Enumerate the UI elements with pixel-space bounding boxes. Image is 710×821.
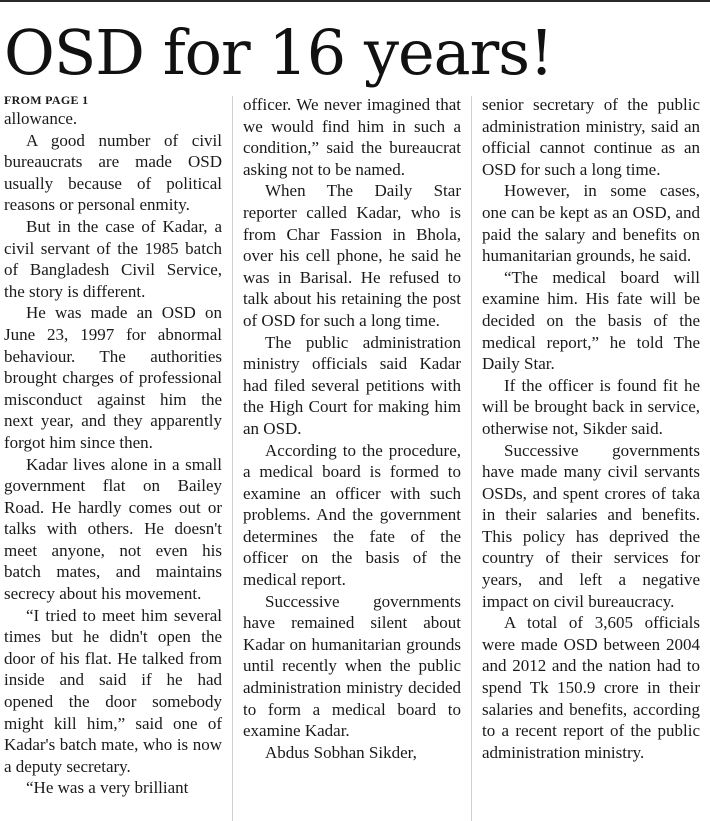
paragraph: Abdus Sobhan Sikder, — [265, 742, 417, 762]
article-column-2 — [243, 94, 461, 763]
column-divider — [232, 96, 233, 821]
paragraph: “The medical board will examine him. His fate will be decided on the basis of the medical report,” he told The Daily Star. — [482, 267, 700, 374]
paragraph: Successive governments have remained silent about Kadar on humanitarian grounds until recently when the public administration ministry decided to form a medical board to examine Kadar. — [243, 591, 461, 741]
article-column-3 — [482, 94, 700, 763]
paragraph: He was made an OSD on June 23, 1997 for abnormal behaviour. The authorities brought charges of professional misconduct against him the next year, and they apparently forgot him since then. — [4, 303, 222, 452]
paragraph: If the officer is found fit he will be brought back in service, otherwise not, Sikder said. — [482, 375, 700, 438]
paragraph: But in the case of Kadar, a civil servant of the 1985 batch of Bangladesh Civil Service, the story is different. — [4, 216, 222, 301]
top-rule — [0, 0, 710, 2]
paragraph: Kadar lives alone in a small government flat on Bailey Road. He hardly comes out or talks with others. He doesn't meet anyone, not even his batch mates, and maintains secrecy about his movement. — [4, 454, 222, 604]
paragraph: allowance. — [4, 109, 78, 128]
paragraph: senior secretary of the public administration ministry, said an official cannot continue as an OSD for such a long time. — [482, 95, 700, 179]
paragraph: “I tried to meet him several times but he didn't open the door of his flat. He talked from inside and said if he had opened the door somebody might kill him,” said one of Kadar's batch mate, who is now a deputy secretary. — [4, 605, 222, 776]
paragraph: The public administration ministry officials said Kadar had filed several petitions with the High Court for making him an OSD. — [243, 332, 461, 438]
column-divider — [471, 96, 472, 821]
paragraph: Successive governments have made many civil servants OSDs, and spent crores of taka in their salaries and benefits. This policy has deprived the country of their services for years, and left a negative impact on civil bureaucracy. — [482, 440, 700, 611]
paragraph: “He was a very brilliant — [26, 778, 189, 798]
paragraph: According to the procedure, a medical board is formed to examine an officer with such problems. And the government determines the fate of the officer on the basis of the medical report. — [243, 440, 461, 590]
paragraph: A good number of civil bureaucrats are made OSD usually because of political reasons or personal enmity. — [4, 130, 222, 215]
continued-from-label: FROM PAGE 1 — [4, 93, 89, 107]
paragraph: officer. We never imagined that we would find him in such a condition,” said the bureaucrat asking not to be named. — [243, 95, 461, 179]
paragraph: When The Daily Star reporter called Kadar, who is from Char Fassion in Bhola, over his cell phone, he said he was in Barisal. He refused to talk about his retaining the post of OSD for such a long time. — [243, 181, 461, 330]
headline: OSD for 16 years! — [4, 16, 553, 89]
paragraph: However, in some cases, one can be kept as an OSD, and paid the salary and benefits on humanitarian grounds, he said. — [482, 181, 700, 266]
paragraph: A total of 3,605 officials were made OSD between 2004 and 2012 and the nation had to spend Tk 150.9 crore in their salaries and benefits, according to a recent report of the public administration ministry. — [482, 613, 700, 762]
article-column-1 — [4, 92, 222, 799]
